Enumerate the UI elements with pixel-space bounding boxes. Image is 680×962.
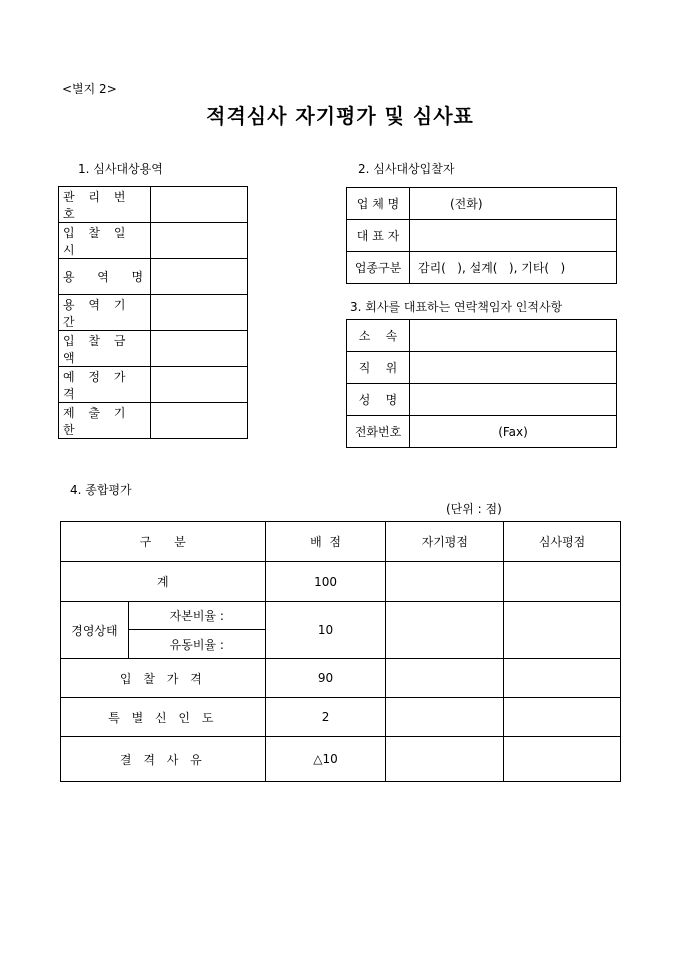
value-cell[interactable]: 감리( ), 설계( ), 기타( )	[410, 252, 617, 284]
row-label: 대 표 자	[347, 220, 410, 252]
self-score-cell[interactable]	[386, 698, 504, 737]
section4-heading: 4. 종합평가	[70, 483, 132, 497]
row-label: 업 체 명	[347, 188, 410, 220]
section2-heading: 2. 심사대상입찰자	[358, 162, 455, 176]
row-label: 성 명	[347, 384, 410, 416]
review-score-cell[interactable]	[504, 737, 621, 782]
table-row	[347, 220, 617, 252]
liquidity-ratio-label[interactable]: 유동비율 :	[128, 630, 265, 659]
points-value: 2	[265, 698, 386, 737]
mgmt-value: 10	[265, 602, 386, 659]
table-row	[347, 188, 617, 220]
row-label: 특 별 신 인 도	[61, 698, 266, 737]
table-row	[59, 403, 248, 439]
total-label: 계	[61, 562, 266, 602]
value-cell[interactable]	[151, 403, 248, 439]
evaluation-table	[60, 521, 621, 782]
self-score-cell[interactable]	[386, 562, 504, 602]
points-value: 90	[265, 659, 386, 698]
value-cell[interactable]	[410, 352, 617, 384]
table-row	[347, 252, 617, 284]
value-cell[interactable]	[151, 367, 248, 403]
value-cell[interactable]	[151, 223, 248, 259]
header-review-score: 심사평점	[504, 522, 621, 562]
points-value: △10	[265, 737, 386, 782]
table-row	[347, 416, 617, 448]
table-row	[59, 331, 248, 367]
bidder-table	[346, 187, 617, 284]
row-label: 입 찰 금 액	[59, 331, 151, 367]
table-row	[61, 737, 621, 782]
table-row	[347, 384, 617, 416]
table-row	[59, 223, 248, 259]
review-score-cell[interactable]	[504, 602, 621, 659]
section1-heading: 1. 심사대상용역	[78, 162, 163, 176]
table-row	[347, 352, 617, 384]
value-cell[interactable]: (Fax)	[410, 416, 617, 448]
row-label: 예 정 가 격	[59, 367, 151, 403]
value-cell[interactable]	[410, 384, 617, 416]
table-row	[347, 320, 617, 352]
self-score-cell[interactable]	[386, 602, 504, 659]
table-row	[61, 562, 621, 602]
self-score-cell[interactable]	[386, 737, 504, 782]
unit-label: (단위 : 점)	[446, 502, 502, 516]
row-label: 입 찰 가 격	[61, 659, 266, 698]
review-score-cell[interactable]	[504, 698, 621, 737]
value-cell[interactable]	[410, 220, 617, 252]
row-label: 입 찰 일 시	[59, 223, 151, 259]
attachment-label: <별지 2>	[62, 82, 117, 96]
value-cell[interactable]	[410, 320, 617, 352]
total-value: 100	[265, 562, 386, 602]
table-row	[59, 259, 248, 295]
row-label: 소 속	[347, 320, 410, 352]
row-label: 용 역 기 간	[59, 295, 151, 331]
value-cell[interactable]	[151, 187, 248, 223]
table-row	[59, 295, 248, 331]
contact-table	[346, 319, 617, 448]
review-score-cell[interactable]	[504, 659, 621, 698]
table-row	[61, 698, 621, 737]
self-score-cell[interactable]	[386, 659, 504, 698]
row-label: 관 리 번 호	[59, 187, 151, 223]
mgmt-label: 경영상태	[61, 602, 129, 659]
row-label: 업종구분	[347, 252, 410, 284]
review-score-cell[interactable]	[504, 562, 621, 602]
row-label: 제 출 기 한	[59, 403, 151, 439]
row-label: 용 역 명	[59, 259, 151, 295]
table-header-row	[61, 522, 621, 562]
project-info-table	[58, 186, 248, 439]
value-cell[interactable]	[151, 295, 248, 331]
row-label: 결 격 사 유	[61, 737, 266, 782]
row-label: 직 위	[347, 352, 410, 384]
value-cell[interactable]	[151, 259, 248, 295]
header-self-score: 자기평점	[386, 522, 504, 562]
header-category: 구 분	[61, 522, 266, 562]
table-row	[61, 602, 621, 630]
table-row	[61, 659, 621, 698]
capital-ratio-label[interactable]: 자본비율 :	[128, 602, 265, 630]
page-title: 적격심사 자기평가 및 심사표	[206, 104, 474, 128]
row-label: 전화번호	[347, 416, 410, 448]
table-row	[59, 187, 248, 223]
value-cell[interactable]	[151, 331, 248, 367]
section3-heading: 3. 회사를 대표하는 연락책임자 인적사항	[350, 300, 563, 314]
header-points: 배 점	[265, 522, 386, 562]
table-row	[59, 367, 248, 403]
value-cell[interactable]: (전화)	[410, 188, 617, 220]
